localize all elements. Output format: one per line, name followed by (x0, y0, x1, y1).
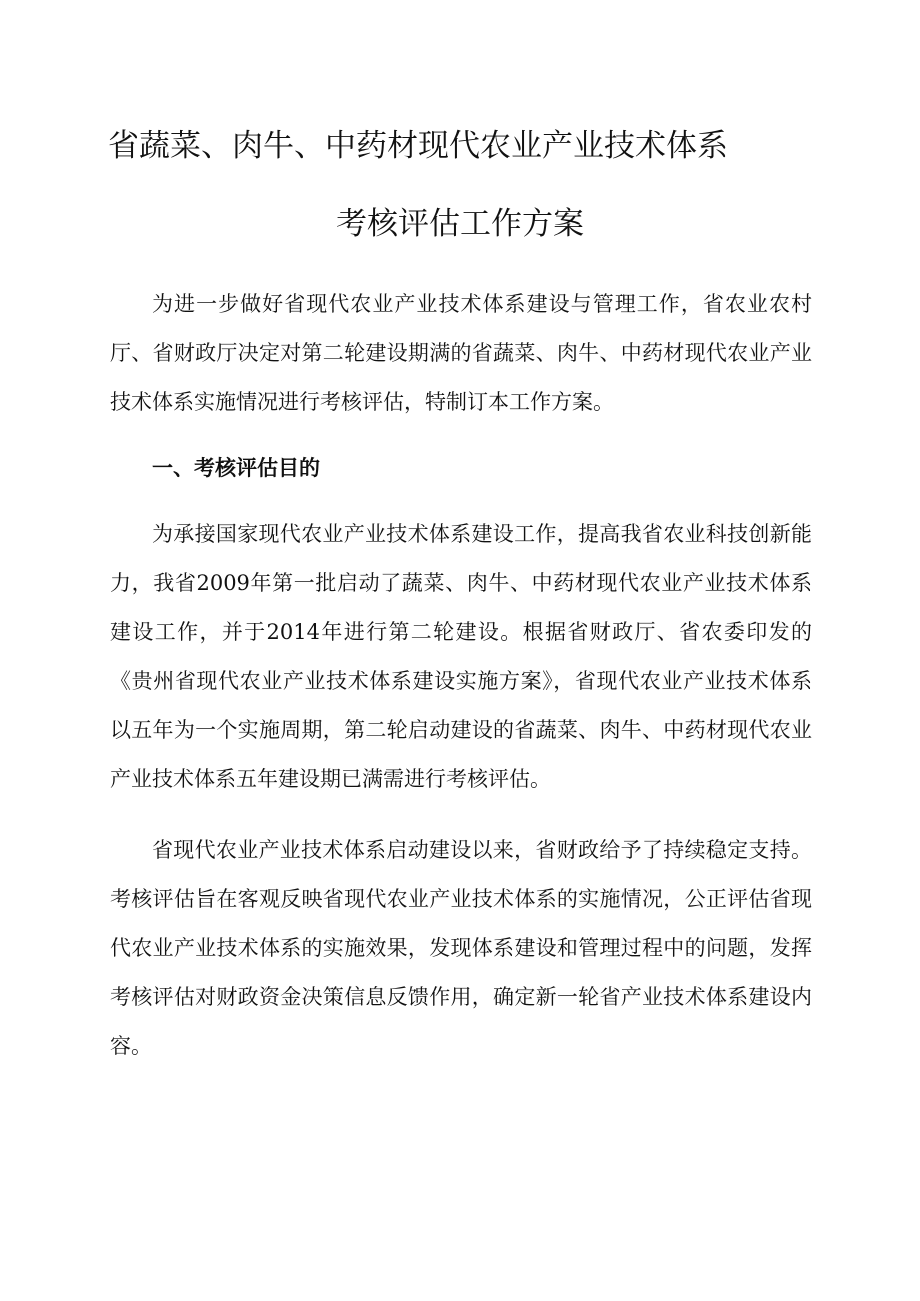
document-body (110, 280, 812, 1071)
document-title-line-1: 省蔬菜、肉牛、中药材现代农业产业技术体系 (108, 128, 728, 164)
body-paragraph: 省现代农业产业技术体系启动建设以来，省财政给予了持续稳定支持。考核评估旨在客观反映省现代农业产业技术体系的实施情况，公正评估省现代农业产业技术体系的实施效果，发现体系建设和管理过程中的问题，发挥考核评估对财政资金决策信息反馈作用，确定新一轮省产业技术体系建设内容。 (110, 838, 812, 1058)
body-paragraph: 为承接国家现代农业产业技术体系建设工作，提高我省农业科技创新能力，我省2009年第一批启动了蔬菜、肉牛、中药材现代农业产业技术体系建设工作，并于2014年进行第二轮建设。根据省财政厅、省农委印发的《贵州省现代农业产业技术体系建设实施方案》，省现代农业产业技术体系以五年为一个实施周期，第二轮启动建设的省蔬菜、肉牛、中药材现代农业产业技术体系五年建设期已满需进行考核评估。 (110, 522, 812, 791)
intro-paragraph: 为进一步做好省现代农业产业技术体系建设与管理工作，省农业农村厅、省财政厅决定对第二轮建设期满的省蔬菜、肉牛、中药材现代农业产业技术体系实施情况进行考核评估，特制订本工作方案。 (110, 292, 812, 414)
section-heading: 一、考核评估目的 (152, 456, 320, 480)
document-title-line-2: 考核评估工作方案 (336, 206, 584, 242)
